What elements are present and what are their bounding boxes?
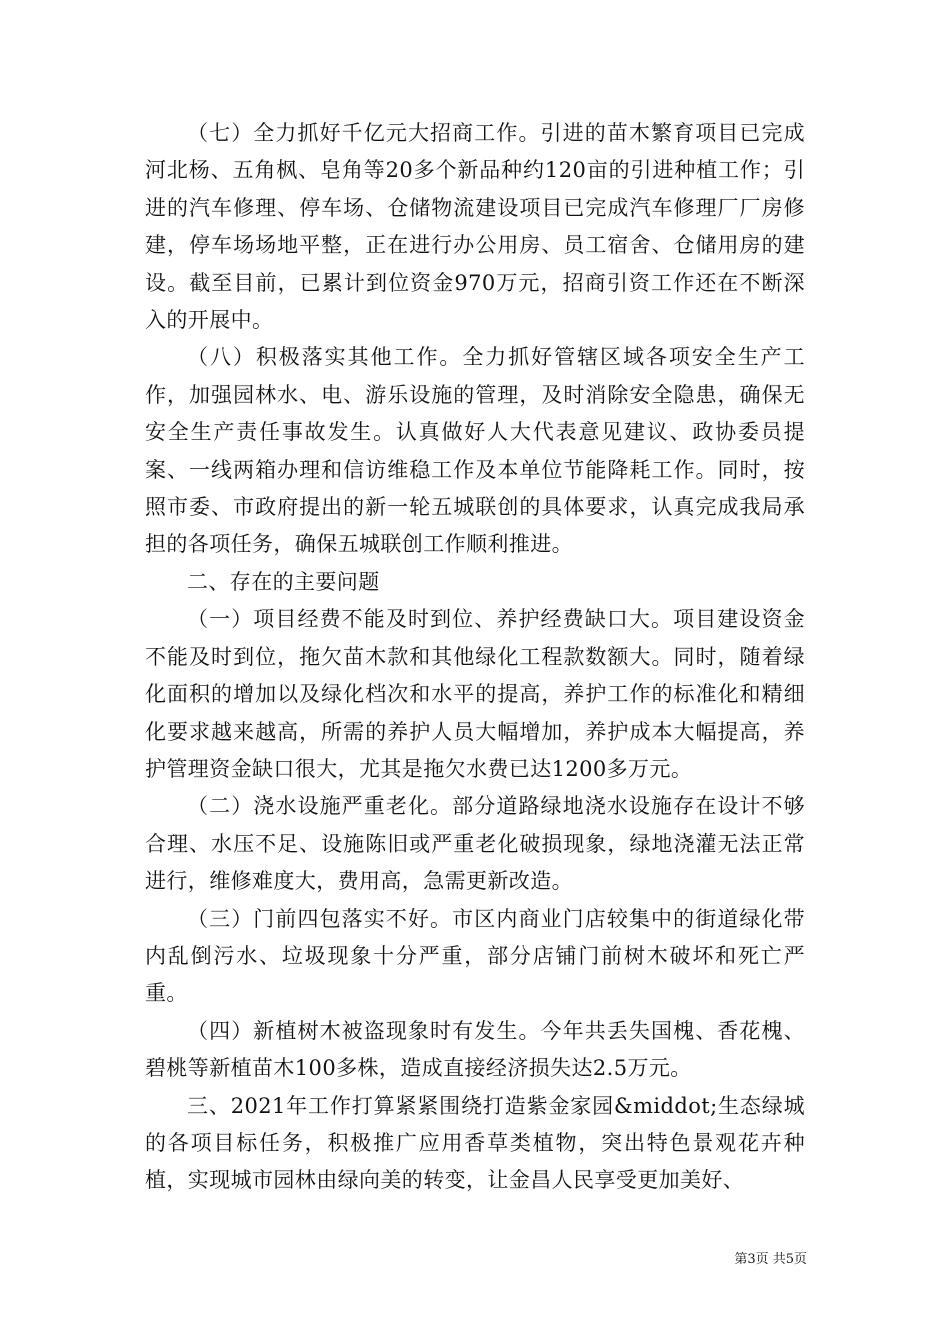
document-body bbox=[145, 115, 805, 1200]
paragraph-investment: （七）全力抓好千亿元大招商工作。引进的苗木繁育项目已完成河北杨、五角枫、皂角等20多个新品种约120亩的引进种植工作；引进的汽车修理、停车场、仓储物流建设项目已完成汽车修理厂厂房修建，停车场场地平整，正在进行办公用房、员工宿舍、仓储用房的建设。截至目前，已累计到位资金970万元，招商引资工作还在不断深入的开展中。 bbox=[145, 121, 805, 333]
paragraph-work-plan: 三、2021年工作打算紧紧围绕打造紫金家园&middot;生态绿城的各项目标任务，积极推广应用香草类植物，突出特色景观花卉种植，实现城市园林由绿向美的转变，让金昌人民享受更加美好、 bbox=[145, 1093, 805, 1193]
page-number-footer: 第3页 共5页 bbox=[734, 1252, 807, 1267]
paragraph-theft-problem: （四）新植树木被盗现象时有发生。今年共丢失国槐、香花槐、碧桃等新植苗木100多株，造成直接经济损失达2.5万元。 bbox=[145, 1018, 805, 1081]
paragraph-irrigation-problem: （二）浇水设施严重老化。部分道路绿地浇水设施存在设计不够合理、水压不足、设施陈旧或严重老化破损现象，绿地浇灌无法正常进行，维修难度大，费用高，急需更新改造。 bbox=[145, 794, 805, 894]
paragraph-other-work: （八）积极落实其他工作。全力抓好管辖区域各项安全生产工作，加强园林水、电、游乐设施的管理，及时消除安全隐患，确保无安全生产责任事故发生。认真做好人大代表意见建议、政协委员提案、一线两箱办理和信访维稳工作及本单位节能降耗工作。同时，按照市委、市政府提出的新一轮五城联创的具体要求，认真完成我局承担的各项任务，确保五城联创工作顺利推进。 bbox=[145, 345, 805, 557]
paragraph-storefront-problem: （三）门前四包落实不好。市区内商业门店较集中的街道绿化带内乱倒污水、垃圾现象十分严重，部分店铺门前树木破坏和死亡严重。 bbox=[145, 906, 805, 1006]
section-heading-problems: 二、存在的主要问题 bbox=[187, 569, 380, 594]
paragraph-funding-problem: （一）项目经费不能及时到位、养护经费缺口大。项目建设资金不能及时到位，拖欠苗木款和其他绿化工程款数额大。同时，随着绿化面积的增加以及绿化档次和水平的提高，养护工作的标准化和精细化要求越来越高，所需的养护人员大幅增加，养护成本大幅提高，养护管理资金缺口很大，尤其是拖欠水费已达1200多万元。 bbox=[145, 607, 805, 781]
